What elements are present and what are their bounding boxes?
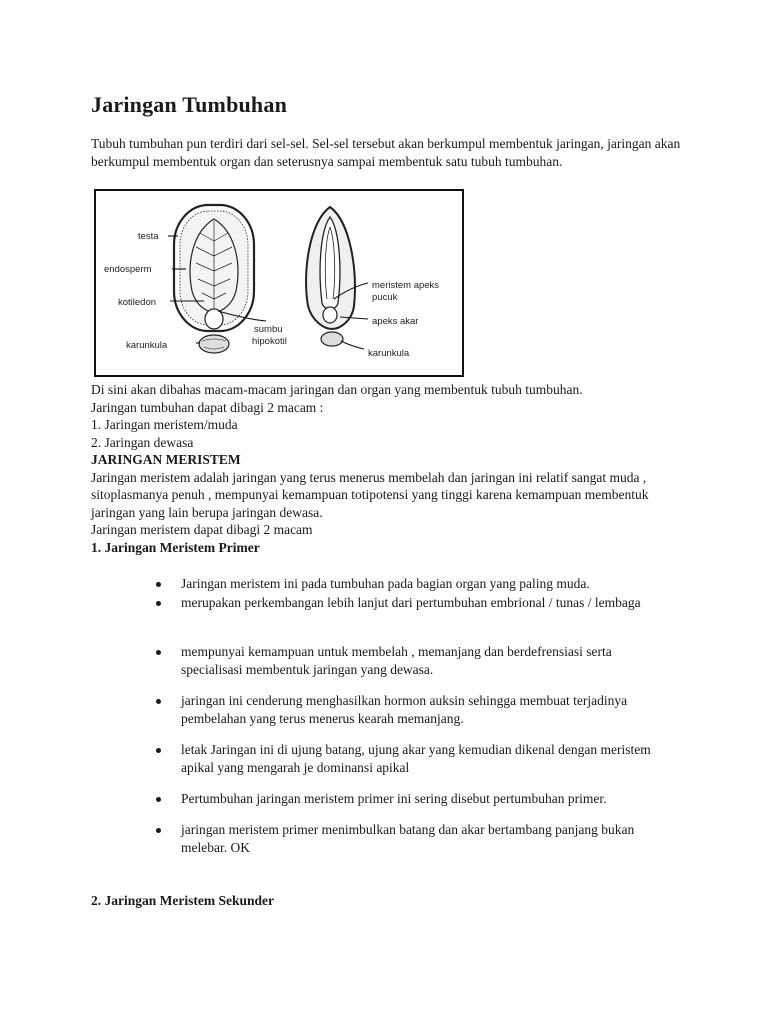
meristem-heading: JARINGAN MERISTEM [91, 452, 241, 467]
bullet-icon [156, 828, 161, 833]
left-seed-drawing [174, 205, 254, 353]
bullet-icon [156, 699, 161, 704]
body-line: 1. Jaringan meristem/muda [91, 417, 238, 432]
list-item: jaringan meristem primer menimbulkan batang dan akar bertambang panjang bukan melebar. OK [181, 821, 671, 857]
body-line: 2. Jaringan dewasa [91, 434, 194, 450]
body-text [91, 381, 691, 556]
label-apeks-akar: apeks akar [372, 316, 419, 327]
list-item: mempunyai kemampuan untuk membelah , memanjang dan berdefrensiasi serta specialisasi membentuk jaringan yang dewasa. [181, 643, 671, 679]
label-pucuk: pucuk [372, 292, 398, 303]
seed-illustration [96, 191, 462, 375]
meristem-description: Jaringan meristem adalah jaringan yang terus menerus membelah dan jaringan ini relatif sangat muda , sitoplasmanya penuh , mempunyai kemampuan totipotensi yang tinggi karena kemampuan membentuk jaringan yang lain berupa jaringan dewasa. [91, 469, 649, 520]
intro-paragraph: Tubuh tumbuhan pun terdiri dari sel-sel. Sel-sel tersebut akan berkumpul membentuk jaringan, jaringan akan berkumpul membentuk organ dan seterusnya sampai membentuk satu tubuh tumbuhan. [91, 136, 681, 169]
label-meristem-apeks: meristem apeks [372, 280, 440, 291]
body-line: Jaringan meristem dapat dibagi 2 macam [91, 522, 313, 537]
bullet-icon [156, 650, 161, 655]
page-title: Jaringan Tumbuhan [91, 92, 288, 117]
bullet-icon [156, 601, 161, 606]
body-line: Jaringan tumbuhan dapat dibagi 2 macam : [91, 399, 324, 415]
list-item: letak Jaringan ini di ujung batang, ujung akar yang kemudian dikenal dengan meristem apikal yang mengarah je dominansi apikal [181, 741, 671, 777]
list-item: Pertumbuhan jaringan meristem primer ini sering disebut pertumbuhan primer. [181, 790, 671, 808]
list-item: merupakan perkembangan lebih lanjut dari pertumbuhan embrional / tunas / lembaga [181, 594, 671, 612]
primer-heading: 1. Jaringan Meristem Primer [91, 539, 260, 555]
label-endosperm: endosperm [104, 264, 152, 275]
label-testa: testa [138, 231, 159, 242]
list-item: Jaringan meristem ini pada tumbuhan pada bagian organ yang paling muda. [181, 575, 671, 593]
body-line: Di sini akan dibahas macam-macam jaringan dan organ yang membentuk tubuh tumbuhan. [91, 382, 583, 397]
label-hipokotil: hipokotil [252, 336, 287, 347]
seed-diagram [94, 189, 464, 377]
bullet-icon [156, 582, 161, 587]
label-karunkula-right: karunkula [368, 348, 410, 359]
label-kotiledon: kotiledon [118, 297, 157, 308]
sekunder-heading: 2. Jaringan Meristem Sekunder [91, 893, 274, 908]
label-karunkula-left: karunkula [126, 340, 168, 351]
label-sumbu: sumbu [254, 324, 283, 335]
right-seed-drawing [306, 207, 355, 346]
bullet-icon [156, 748, 161, 753]
bullet-icon [156, 797, 161, 802]
list-item: jaringan ini cenderung menghasilkan hormon auksin sehingga membuat terjadinya pembelahan yang terus menerus kearah memanjang. [181, 692, 671, 728]
